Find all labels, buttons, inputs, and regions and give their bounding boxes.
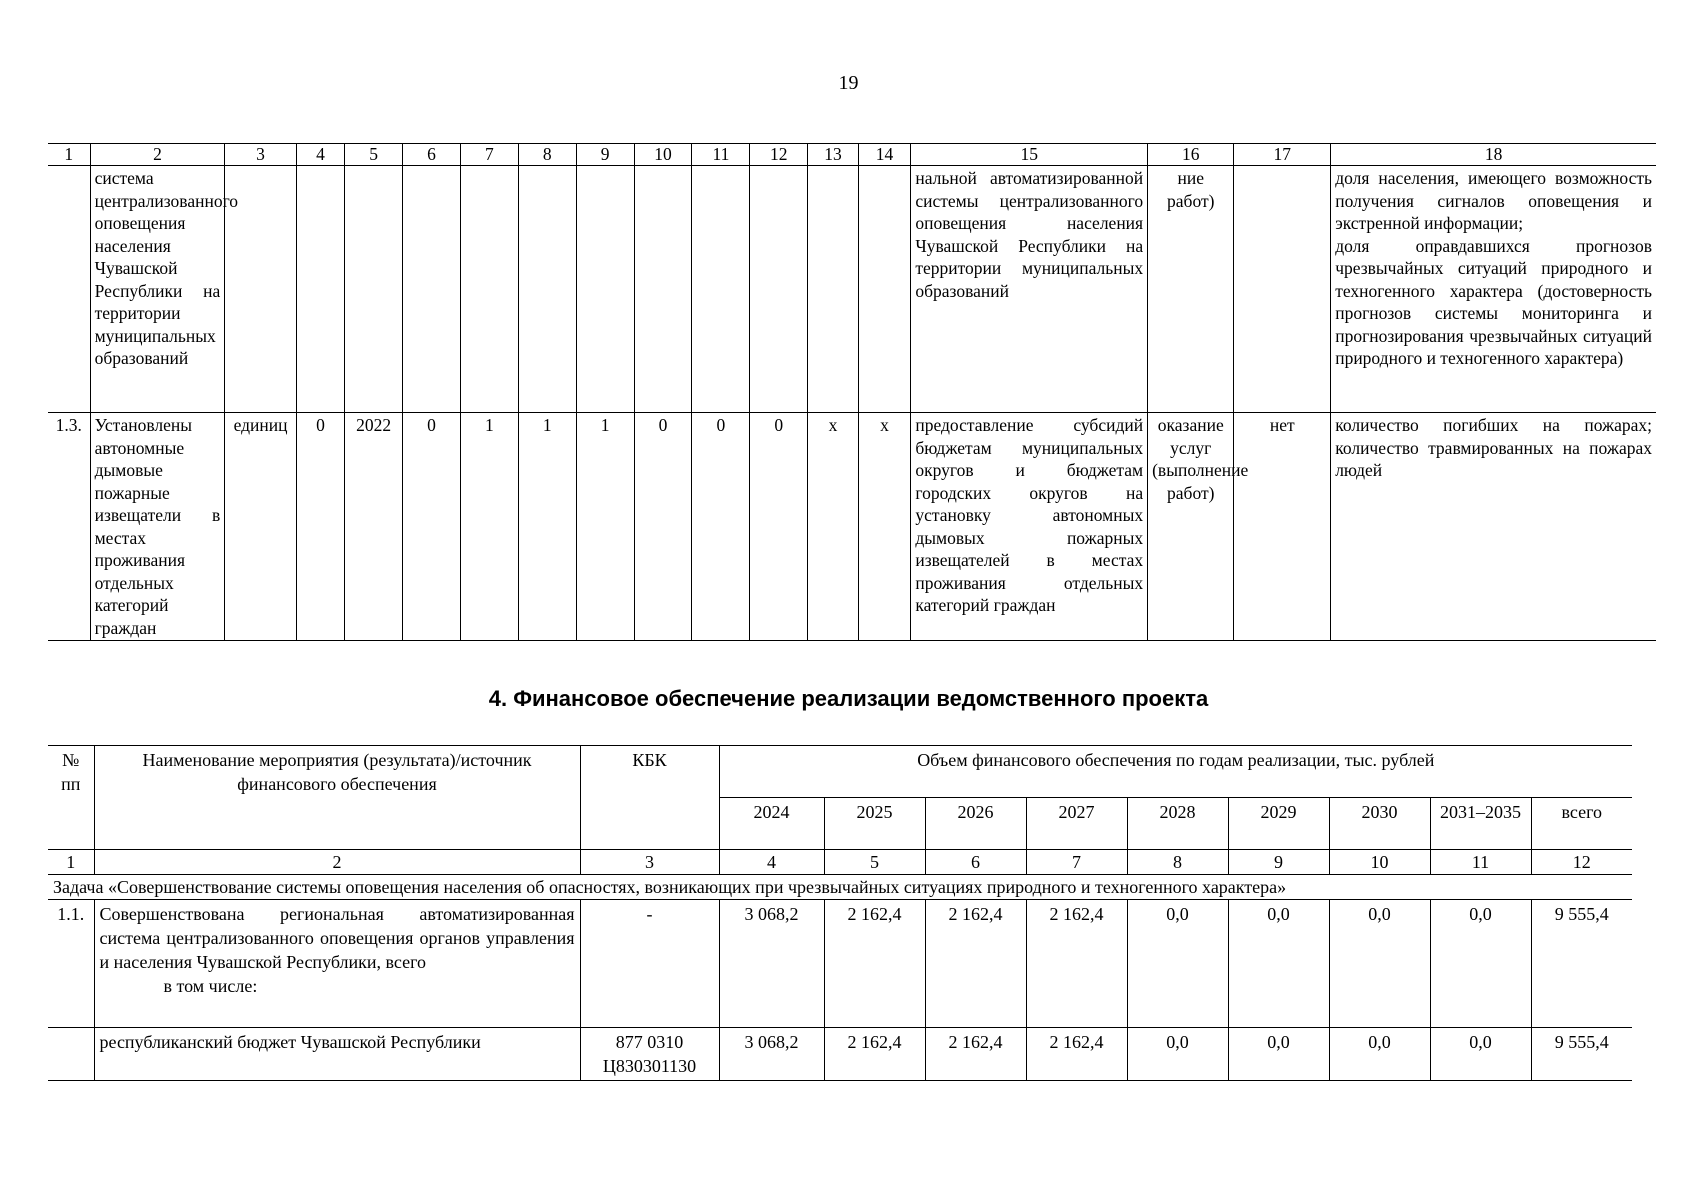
col-num: 11 [692, 144, 750, 166]
col-num: 6 [925, 850, 1026, 875]
col-num: 10 [634, 144, 692, 166]
col-num: 10 [1329, 850, 1430, 875]
measure-type-cell: оказание услуг (выполнение работ) [1148, 413, 1234, 641]
result-name-cell: система централизованного оповещения населения Чувашской Республики на территории муниципальных образований [90, 166, 225, 413]
col-num: 15 [911, 144, 1148, 166]
amount-cell: 2 162,4 [1026, 900, 1127, 1028]
kbk-cell: - [580, 900, 719, 1028]
table-row-1-3 [48, 413, 1656, 641]
amount-cell: 3 068,2 [719, 900, 824, 1028]
task-row [48, 875, 1632, 900]
empty-cell [634, 166, 692, 413]
amount-cell: 0,0 [1329, 900, 1430, 1028]
measure-type-cell: ние работ) [1148, 166, 1234, 413]
amount-cell: 9 555,4 [1531, 900, 1632, 1028]
empty-cell [750, 166, 808, 413]
measure-description-cell: нальной автоматизированной системы централизованного оповещения населения Чувашской Республики на территории муниципальных образований [911, 166, 1148, 413]
column-number-row [48, 144, 1656, 166]
financing-table [48, 745, 1632, 1081]
col-num: 11 [1430, 850, 1531, 875]
empty-cell [1234, 166, 1331, 413]
value-cell: 1 [576, 413, 634, 641]
year-header: 2024 [719, 798, 824, 850]
amount-cell: 2 162,4 [1026, 1028, 1127, 1081]
col-num: 4 [719, 850, 824, 875]
empty-cell [460, 166, 518, 413]
col-num: 1 [48, 850, 94, 875]
year-header: 2026 [925, 798, 1026, 850]
col-num: 2 [94, 850, 580, 875]
value-cell: 1 [518, 413, 576, 641]
measure-name: Совершенствована региональная автоматизированная система централизованного оповещения органов управления и населения Чувашской Республики, всего [99, 904, 575, 972]
task-cell: Задача «Совершенствование системы оповещения населения об опасностях, возникающих при чрезвычайных ситуациях природного и техногенного характера» [48, 875, 1632, 900]
source-name-cell: республиканский бюджет Чувашской Республики [94, 1028, 580, 1081]
amount-cell: 3 068,2 [719, 1028, 824, 1081]
header-kbk: КБК [580, 746, 719, 850]
col-num: 3 [580, 850, 719, 875]
empty-cell [48, 1028, 94, 1081]
col-num: 2 [90, 144, 225, 166]
amount-cell: 2 162,4 [925, 1028, 1026, 1081]
col-num: 8 [1127, 850, 1228, 875]
measure-name-cell [94, 900, 580, 1028]
empty-cell [345, 166, 403, 413]
amount-cell: 0,0 [1127, 900, 1228, 1028]
value-cell: 0 [296, 413, 344, 641]
measure-subtitle: в том числе: [163, 976, 258, 996]
col-num: 12 [750, 144, 808, 166]
col-num: 13 [808, 144, 859, 166]
header-volume: Объем финансового обеспечения по годам реализации, тыс. рублей [719, 746, 1632, 798]
year-header: 2027 [1026, 798, 1127, 850]
section-title: 4. Финансовое обеспечение реализации ведомственного проекта [488, 686, 1209, 711]
col-num: 6 [403, 144, 461, 166]
amount-cell: 9 555,4 [1531, 1028, 1632, 1081]
table-row-1-1 [48, 900, 1632, 1028]
kbk-cell: 877 0310 Ц830301130 [580, 1028, 719, 1081]
indicators-cell: количество погибших на пожарах; количество травмированных на пожарах людей [1331, 413, 1656, 641]
value-cell: 0 [750, 413, 808, 641]
amount-cell: 0,0 [1430, 900, 1531, 1028]
amount-cell: 0,0 [1228, 1028, 1329, 1081]
empty-cell [518, 166, 576, 413]
row-number-cell: 1.1. [48, 900, 94, 1028]
year-header: 2030 [1329, 798, 1430, 850]
col-num: 5 [824, 850, 925, 875]
year-header: 2031–2035 [1430, 798, 1531, 850]
value-cell: 2022 [345, 413, 403, 641]
measure-description-cell: предоставление субсидий бюджетам муниципальных округов и бюджетам городских округов на установку автономных дымовых пожарных извещателей в местах проживания отдельных категорий граждан [911, 413, 1148, 641]
value-cell: х [858, 413, 911, 641]
flag-cell: нет [1234, 413, 1331, 641]
year-header: 2029 [1228, 798, 1329, 850]
year-header: всего [1531, 798, 1632, 850]
empty-cell [808, 166, 859, 413]
empty-cell [692, 166, 750, 413]
col-num: 18 [1331, 144, 1656, 166]
empty-cell [576, 166, 634, 413]
value-cell: 0 [692, 413, 750, 641]
value-cell: 0 [634, 413, 692, 641]
table-row-continued [48, 166, 1656, 413]
indicators-table [48, 143, 1656, 641]
unit-cell: единиц [225, 413, 297, 641]
col-num: 8 [518, 144, 576, 166]
amount-cell: 0,0 [1228, 900, 1329, 1028]
header-num: № пп [48, 746, 94, 850]
amount-cell: 0,0 [1430, 1028, 1531, 1081]
col-num: 5 [345, 144, 403, 166]
empty-cell [858, 166, 911, 413]
col-num: 9 [576, 144, 634, 166]
col-num: 7 [1026, 850, 1127, 875]
empty-cell [403, 166, 461, 413]
column-number-row [48, 850, 1632, 875]
value-cell: х [808, 413, 859, 641]
col-num: 9 [1228, 850, 1329, 875]
col-num: 4 [296, 144, 344, 166]
amount-cell: 0,0 [1329, 1028, 1430, 1081]
col-num: 16 [1148, 144, 1234, 166]
indicators-cell: доля населения, имеющего возможность получения сигналов оповещения и экстренной информации; доля оправдавшихся прогнозов чрезвычайных ситуаций природного и техногенного характера (достоверность прогнозов системы мониторинга и прогнозирования чрезвычайных ситуаций природного и техногенного характера) [1331, 166, 1656, 413]
col-num: 3 [225, 144, 297, 166]
value-cell: 0 [403, 413, 461, 641]
amount-cell: 2 162,4 [824, 1028, 925, 1081]
col-num: 1 [48, 144, 90, 166]
header-row [48, 746, 1632, 798]
amount-cell: 0,0 [1127, 1028, 1228, 1081]
amount-cell: 2 162,4 [925, 900, 1026, 1028]
row-number-cell: 1.3. [48, 413, 90, 641]
empty-cell [296, 166, 344, 413]
col-num: 14 [858, 144, 911, 166]
value-cell: 1 [460, 413, 518, 641]
header-name: Наименование мероприятия (результата)/источник финансового обеспечения [94, 746, 580, 850]
result-name-cell: Установлены автономные дымовые пожарные извещатели в местах проживания отдельных категорий граждан [90, 413, 225, 641]
col-num: 17 [1234, 144, 1331, 166]
year-header: 2028 [1127, 798, 1228, 850]
year-header: 2025 [824, 798, 925, 850]
page-number: 19 [838, 72, 859, 94]
amount-cell: 2 162,4 [824, 900, 925, 1028]
table-row-budget [48, 1028, 1632, 1081]
col-num: 7 [460, 144, 518, 166]
col-num: 12 [1531, 850, 1632, 875]
empty-cell [48, 166, 90, 413]
